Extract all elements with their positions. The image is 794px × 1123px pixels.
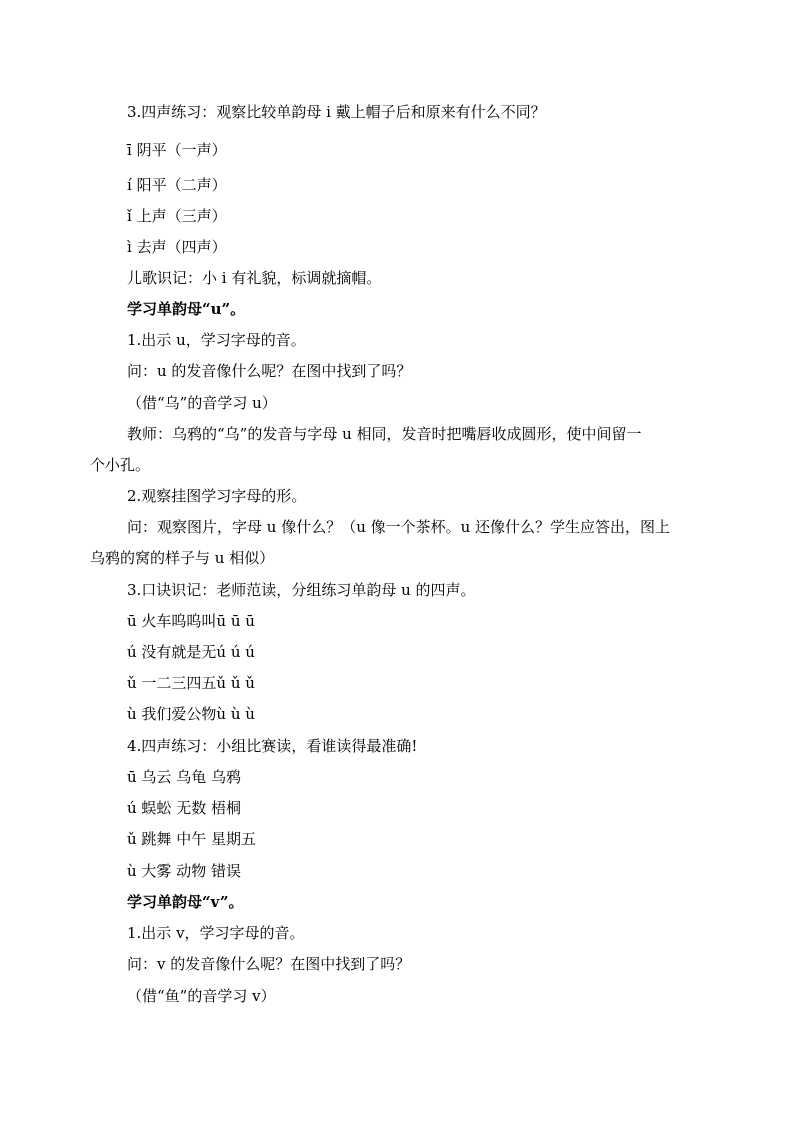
tone-4-i: ì 去声（四声） (127, 238, 227, 256)
step-3-u: 3.口诀识记：老师范读，分组练习单韵母 u 的四声。 (127, 581, 476, 599)
words-u-1: ū 乌云 乌龟 乌鸦 (127, 768, 241, 786)
chant-u-4: ù 我们爱公物ù ù ù (127, 705, 255, 723)
question-v-sound: 问：v 的发音像什么呢？在图中找到了吗？ (127, 955, 411, 973)
tone-1-i: ī 阴平（一声） (127, 141, 227, 159)
step-1-u: 1.出示 u，学习字母的音。 (127, 331, 306, 349)
question-u-sound: 问：u 的发音像什么呢？在图中找到了吗？ (127, 362, 412, 380)
chant-u-3: ǔ 一二三四五ǔ ǔ ǔ (127, 674, 255, 692)
words-u-3: ǔ 跳舞 中午 星期五 (127, 830, 256, 848)
step-1-v: 1.出示 v，学习字母的音。 (127, 924, 305, 942)
note-borrow-yu: （借“鱼”的音学习 v） (127, 987, 276, 1005)
question-u-shape: 问：观察图片，字母 u 像什么？（u 像一个茶杯。u 还像什么？学生应答出，图上 (127, 518, 671, 536)
teacher-explain-u: 教师：乌鸦的“乌”的发音与字母 u 相同，发音时把嘴唇收成圆形，使中间留一 (127, 425, 642, 443)
question-u-shape-cont: 乌鸦的窝的样子与 u 相似） (90, 549, 275, 567)
tone-3-i: ǐ 上声（三声） (127, 207, 227, 225)
words-u-4: ù 大雾 动物 错误 (127, 862, 241, 880)
words-u-2: ú 蜈蚣 无数 梧桐 (127, 799, 241, 817)
heading-learn-v: 学习单韵母“v”。 (127, 893, 244, 911)
chant-u-2: ú 没有就是无ú ú ú (127, 643, 255, 661)
step-2-u: 2.观察挂图学习字母的形。 (127, 487, 307, 505)
section-3-tone-practice-i: 3.四声练习：观察比较单韵母 i 戴上帽子后和原来有什么不同？ (127, 103, 546, 121)
tone-2-i: í 阳平（二声） (127, 176, 227, 194)
note-borrow-wu: （借“乌”的音学习 u） (127, 394, 277, 412)
step-4-u: 4.四声练习：小组比赛读，看谁读得最准确! (127, 737, 418, 755)
chant-u-1: ū 火车呜呜叫ū ū ū (127, 612, 255, 630)
heading-learn-u: 学习单韵母“u”。 (127, 300, 246, 318)
rhyme-i: 儿歌识记：小 i 有礼貌，标调就摘帽。 (127, 269, 382, 287)
teacher-explain-u-cont: 个小孔。 (90, 456, 151, 474)
